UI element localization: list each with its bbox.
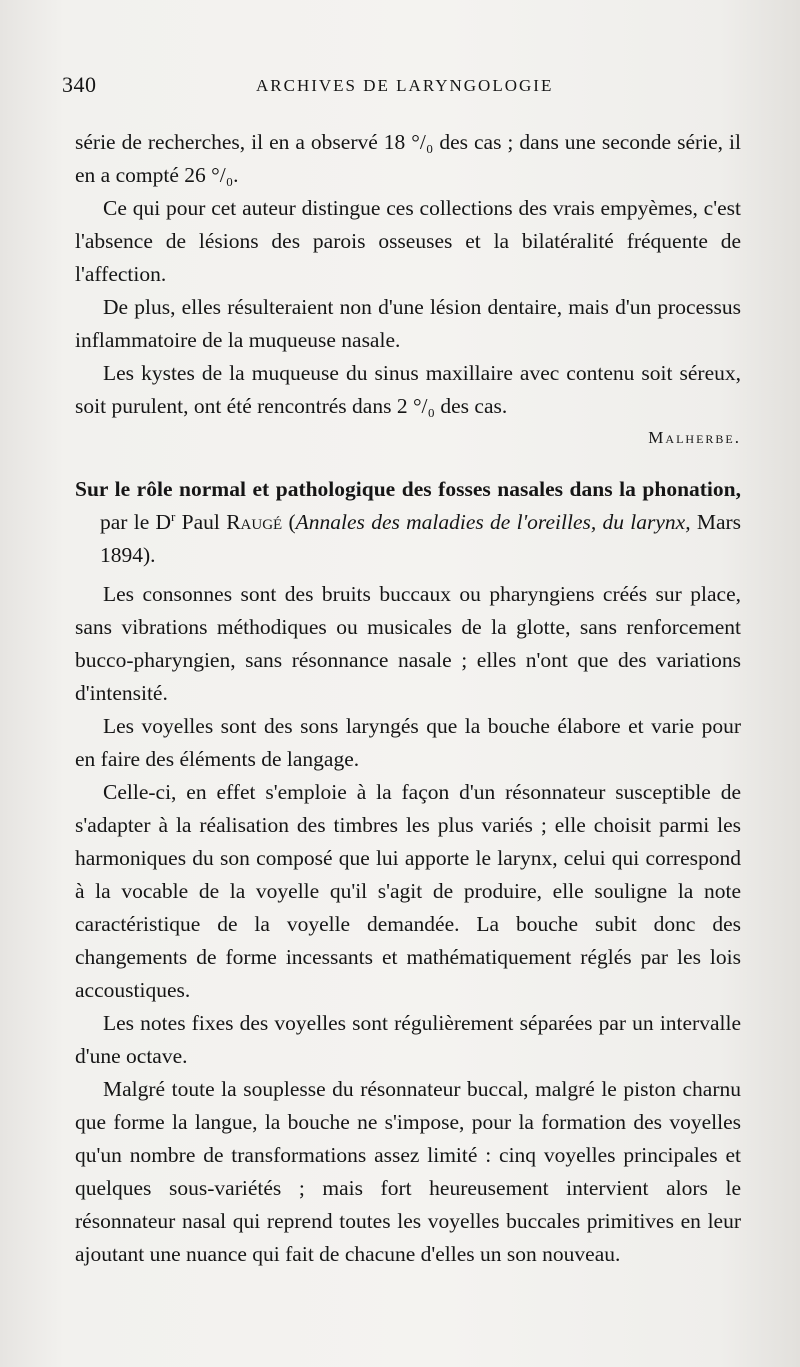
author-first-name: Paul bbox=[181, 510, 220, 534]
paragraph-mouth-resonator: Celle-ci, en effet s'emploie à la façon d'un résonnateur susceptible de s'adapter à la réalisation des timbres les plus variés ; elle choisit parmi les harmoniques du son composé que lui apporte le larynx, celui qui correspond à la vocable de la voyelle qu'il s'agit de produire, elle souligne la note caractéristique de la voyelle demandée. La bouche subit donc des changements de forme incessants et mathématiquement réglés par les lois accoustiques. bbox=[75, 780, 741, 1002]
continuation-paragraph: série de recherches, il en a observé 18 °/₀ des cas ; dans une seconde série, il en a compté 26 °/₀. bbox=[75, 130, 741, 187]
page-header bbox=[62, 72, 742, 102]
body-text bbox=[75, 126, 741, 1271]
paragraph-nasal-resonator: Malgré toute la souplesse du résonnateur buccal, malgré le piston charnu que forme la langue, la bouche ne s'impose, pour la formation des voyelles qu'un nombre de transformations assez limité : cinq voyelles principales et quelques sous-variétés ; mais fort heureusement intervient alors le résonnateur nasal qui reprend toutes les voyelles buccales primitives en leur ajoutant une nuance qui fait de chacune d'elles un son nouveau. bbox=[75, 1077, 741, 1266]
running-title: ARCHIVES DE LARYNGOLOGIE bbox=[256, 76, 554, 95]
paragraph-origin: De plus, elles résulteraient non d'une lésion dentaire, mais d'un processus inflammatoire de la muqueuse nasale. bbox=[75, 295, 741, 352]
article-heading bbox=[75, 473, 741, 572]
paragraph-fixed-notes: Les notes fixes des voyelles sont régulièrement séparées par un intervalle d'une octave. bbox=[75, 1011, 741, 1068]
article-by: par le D bbox=[100, 510, 172, 534]
paragraph-cysts: Les kystes de la muqueuse du sinus maxillaire avec contenu soit séreux, soit purulent, ont été rencontrés dans 2 °/₀ des cas. bbox=[75, 361, 741, 418]
article-title: Sur le rôle normal et pathologique des fosses nasales dans la phonation, bbox=[75, 477, 741, 501]
doctor-superscript: r bbox=[171, 508, 176, 524]
author-signature: Malherbe. bbox=[648, 428, 741, 447]
publication-date: Mars 1894). bbox=[100, 510, 742, 567]
paragraph-collections: Ce qui pour cet auteur distingue ces collections des vrais empyèmes, c'est l'absence de lésions des parois osseuses et la bilatéralité fréquente de l'affection. bbox=[75, 196, 741, 286]
author-last-name: Raugé bbox=[226, 510, 283, 534]
paragraph-vowels: Les voyelles sont des sons laryngés que la bouche élabore et varie pour en faire des éléments de langage. bbox=[75, 714, 741, 771]
paragraph-consonants: Les consonnes sont des bruits buccaux ou pharyngiens créés sur place, sans vibrations méthodiques ou musicales de la glotte, sans renforcement bucco-pharyngien, sans résonnance nasale ; elles n'ont que des variations d'intensité. bbox=[75, 582, 741, 705]
page-number: 340 bbox=[62, 72, 97, 97]
journal-name: Annales des maladies de l'oreilles, du larynx, bbox=[295, 510, 691, 534]
journal-open-paren: ( bbox=[288, 510, 296, 534]
